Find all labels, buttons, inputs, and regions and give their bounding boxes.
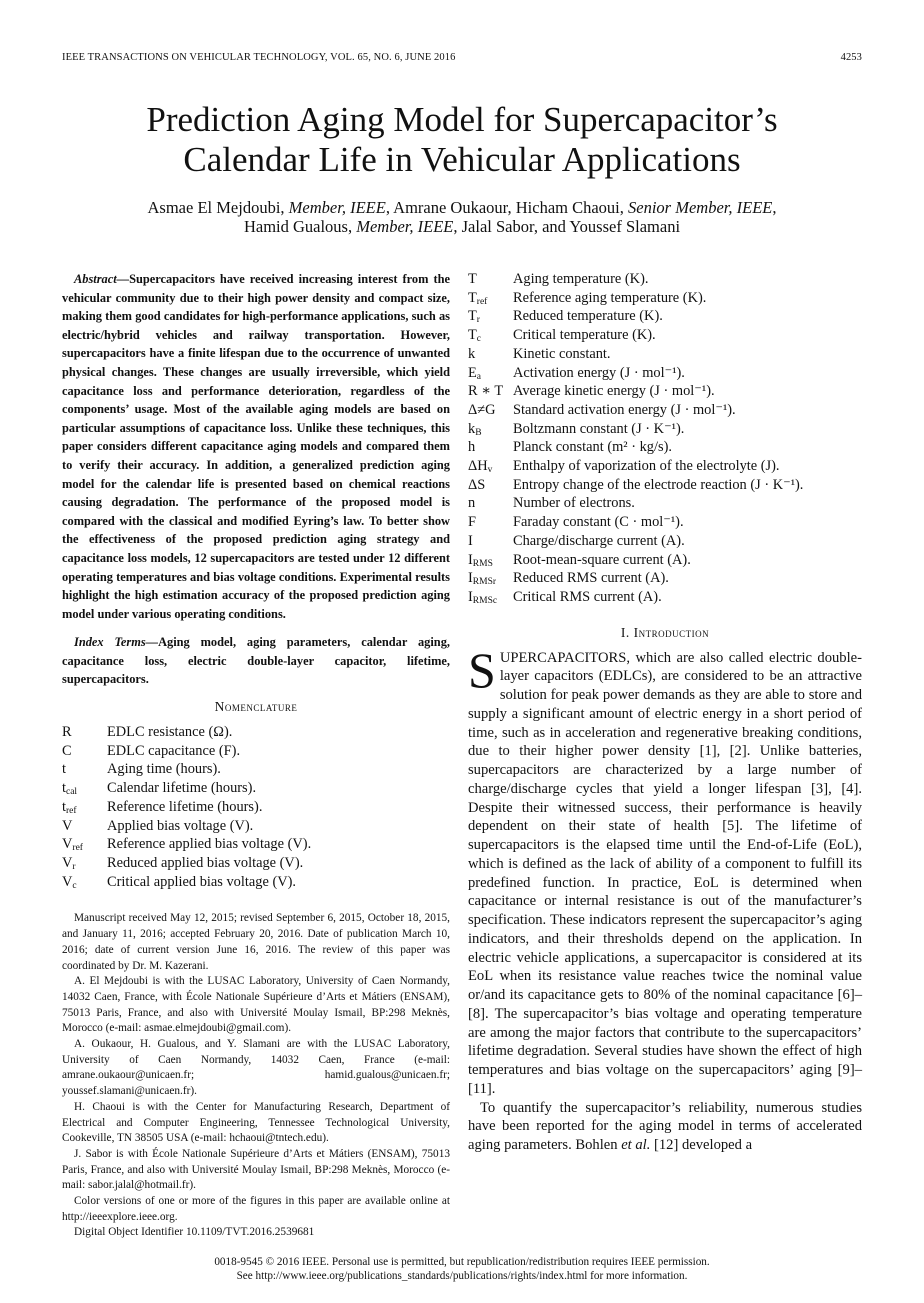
- footnote: Digital Object Identifier 10.1109/TVT.2016.2539681: [74, 1226, 315, 1239]
- author-role: Senior Member, IEEE: [628, 198, 773, 217]
- nomenclature-entry: [468, 345, 862, 364]
- symbol: [468, 289, 513, 308]
- symbol-subscript: RMSr: [472, 577, 497, 588]
- index-terms-text: Aging model, aging parameters, calendar aging, capacitance loss, electric double-layer capacitor, lifetime, supercapacitors.: [62, 635, 450, 687]
- symbol-definition: Root-mean-square current (A).: [513, 551, 691, 568]
- symbol: [468, 307, 513, 326]
- index-terms-label: Index Terms—: [74, 635, 159, 650]
- symbol-base: n: [468, 495, 476, 512]
- nomenclature-list: [62, 723, 450, 891]
- symbol-definition: Reference aging temperature (K).: [513, 289, 707, 306]
- symbol: [468, 401, 513, 420]
- nomenclature-entry: [468, 382, 862, 401]
- author-role: Member, IEEE: [288, 198, 386, 217]
- symbol: [62, 835, 107, 854]
- author-name: Hamid Gualous,: [243, 217, 357, 236]
- symbol-base: F: [468, 514, 477, 531]
- symbol-definition: Critical applied bias voltage (V).: [107, 873, 297, 890]
- nomenclature-entry: [468, 364, 862, 383]
- page-number: 4253: [840, 52, 862, 63]
- symbol-definition: Standard activation energy (J · mol⁻¹).: [513, 401, 736, 418]
- abstract-text: Supercapacitors have received increasing interest from the vehicular community due to their high power density and compact size, making them good candidates for high-performance applications, such as electric/hybrid vehicles and railway transportation. However, supercapacitors have a finite lifespan due to the occurrence of unwanted physical changes. These changes are usually irreversible, which yield capacitance loss and performance deterioration, regardless of the components’ usage. Most of the available aging models are based on particular assumptions of capacitance loss. Unlike these techniques, this paper considers different capacitance aging models and compared them to verify their accuracy. In addition, a generalized prediction aging model for the calendar life is presented based on chemical reactions causing degradation. The performance of the proposed model is compared with the classical and modified Eyring’s law. To better show the effectiveness of the proposed prediction aging strategy and capacitance loss models, 12 supercapacitors are tested under 12 different operating temperatures and bias voltage conditions. Experimental results highlight the high estimation accuracy of the proposed prediction aging model under various operating conditions.: [62, 272, 450, 621]
- symbol: [62, 779, 107, 798]
- symbol-definition: Aging temperature (K).: [513, 271, 649, 287]
- footnote: A. Oukaour, H. Gualous, and Y. Slamani are with the LUSAC Laboratory, University of Caen Normandy, 14032 Caen, France (e-mail: amrane.oukaour@unicaen.fr; hamid.gualous@unicaen.fr; youssef.slamani@unicaen.fr).: [62, 1038, 450, 1098]
- nomenclature-entry: [468, 307, 862, 326]
- symbol-subscript: B: [475, 427, 482, 438]
- symbol-base: I: [468, 551, 473, 568]
- nomenclature-entry: [468, 532, 862, 551]
- symbol-base: ΔS: [468, 476, 486, 493]
- footnote: Color versions of one or more of the figures in this paper are available online at http://ieeexplore.ieee.org.: [62, 1195, 450, 1223]
- footnotes: [62, 911, 450, 1241]
- footnote: A. El Mejdoubi is with the LUSAC Laboratory, University of Caen Normandy, 14032 Caen, France, with École Nationale Supérieure d’Arts et Mátiers (ENSAM), 75013 Paris, France, and also with Université Moulay Ismail, BP:298 Meknès, Morocco (e-mail: asmae.elmejdoubi@gmail.com).: [62, 975, 450, 1035]
- symbol-base: h: [468, 439, 476, 456]
- symbol-subscript: c: [72, 880, 77, 891]
- nomenclature-entry: [62, 760, 450, 779]
- symbol-definition: Enthalpy of vaporization of the electrolyte (J).: [513, 458, 780, 475]
- symbol-base: I: [468, 570, 473, 587]
- footnote: H. Chaoui is with the Center for Manufacturing Research, Department of Electrical and Computer Engineering, Tennessee Technological University, Cookeville, TN 38505 USA (e-mail: hchaoui@tntech.edu).: [62, 1100, 450, 1145]
- copyright-line: See http://www.ieee.org/publications_standards/publications/rights/index.html for more information.: [236, 1270, 688, 1283]
- symbol-definition: Reference applied bias voltage (V).: [107, 836, 312, 853]
- symbol-base: V: [62, 873, 73, 890]
- symbol-subscript: r: [476, 315, 480, 326]
- symbol-definition: Aging time (hours).: [107, 761, 221, 778]
- symbol: [468, 438, 513, 457]
- copyright-notice: [0, 1255, 924, 1303]
- lead-word: UPERCAPACITORS,: [499, 649, 630, 666]
- nomenclature-entry: [468, 476, 862, 495]
- nomenclature-entry: [468, 326, 862, 345]
- index-terms: [62, 633, 450, 689]
- symbol-definition: Boltzmann constant (J · K⁻¹).: [513, 420, 685, 437]
- nomenclature-entry: [62, 817, 450, 836]
- symbol: [468, 476, 513, 495]
- symbol-subscript: ref: [72, 843, 83, 854]
- symbol: [468, 364, 513, 383]
- symbol-definition: Reduced temperature (K).: [513, 308, 663, 325]
- symbol-definition: EDLC capacitance (F).: [107, 742, 241, 759]
- nomenclature-entry: [468, 420, 862, 439]
- symbol: [62, 817, 107, 836]
- title-line: Prediction Aging Model for Supercapacitor’s: [146, 100, 778, 139]
- paragraph-text: [12] developed a: [650, 1137, 753, 1154]
- paragraph-text: To quantify the supercapacitor’s reliability, numerous studies have been reported for the aging model in terms of accelerated aging parameters. Bohlen: [468, 1099, 862, 1154]
- section-heading-introduction: I. Introduction: [620, 624, 710, 640]
- nomenclature-entry: [468, 569, 862, 588]
- author-role: Member, IEEE: [356, 217, 454, 236]
- footnote: J. Sabor is with École Nationale Supérieure d’Arts et Mátiers (ENSAM), 75013 Paris, France, and also with Université Moulay Ismail, BP:298 Meknès, Morocco (e-mail: sabor.jalal@hotmail.fr).: [62, 1147, 450, 1192]
- symbol: [468, 326, 513, 345]
- symbol: [468, 457, 513, 476]
- symbol-definition: EDLC resistance (Ω).: [107, 724, 233, 741]
- symbol: [62, 798, 107, 817]
- symbol-base: k: [468, 345, 476, 362]
- nomenclature-entry: [468, 270, 862, 289]
- symbol-subscript: v: [487, 465, 493, 476]
- symbol-base: V: [62, 817, 73, 834]
- symbol-subscript: ref: [476, 296, 488, 307]
- symbol-definition: Entropy change of the electrode reaction (J · K⁻¹).: [513, 476, 804, 493]
- symbol-base: V: [62, 854, 73, 871]
- symbol-definition: Reduced RMS current (A).: [513, 570, 669, 587]
- paragraph-text: et al.: [621, 1137, 651, 1154]
- nomenclature-entry: [468, 551, 862, 570]
- symbol-base: Δ≠G: [468, 401, 496, 418]
- symbol-base: V: [62, 836, 73, 853]
- symbol-base: T: [468, 289, 477, 306]
- symbol: [62, 723, 107, 742]
- nomenclature-entry: [468, 438, 862, 457]
- symbol-definition: Average kinetic energy (J · mol⁻¹).: [513, 383, 715, 400]
- symbol-definition: Kinetic constant.: [513, 345, 611, 362]
- paragraph-text: which are also called electric double-layer capacitors (EDLCs), are considered to be an attractive solution for peak power demands as they are able to store and supply a significant amount of electric energy in a short period of time, such as in acceleration and regenerative breaking conditions, due to their higher power density [1], [2]. Unlike batteries, supercapacitors are characterized by a large number of charge/discharge cycles that yield a longer lifespan [3], [4]. Despite their witnessed success, their performance is heavily dependent on their state of health [5]. The lifetime of supercapacitors is the elapsed time until the End-of-Life (EoL), which is defined as the lack of ability of a component to fulfill its predefined function. In practice, EoL is determined when capacitance or internal resistance is out of the manufacturer’s specification. These indicators represent the supercapacitor’s aging indicators, and their thresholds depend on the application. In electric vehicle applications, a supercapacitor is considered at its EoL when its resistance value reaches twice the nominal value or/and its capacitance gets to 80% of the nominal capacitance [6]–[8]. The supercapacitor’s bias voltage and operating temperature are among the major factors that contribute to the supercapacitors’ lifetime degradation. Several studies have shown the effect of high temperatures and bias voltage on the supercapacitors’ aging [9]–[11].: [468, 649, 862, 1097]
- symbol-definition: Applied bias voltage (V).: [107, 817, 254, 834]
- symbol-base: I: [468, 588, 473, 605]
- symbol-base: T: [468, 327, 477, 344]
- symbol-definition: Planck constant (m² · kg/s).: [513, 439, 672, 456]
- symbol-base: t: [62, 780, 66, 797]
- symbol-definition: Reference lifetime (hours).: [107, 798, 263, 815]
- author-name: ,: [772, 198, 777, 217]
- symbol-subscript: c: [476, 334, 482, 345]
- nomenclature-entry: [468, 457, 862, 476]
- intro-paragraph: [468, 1099, 862, 1155]
- symbol: [468, 270, 513, 289]
- symbol-base: T: [468, 271, 477, 287]
- abstract-label: Abstract—: [74, 272, 130, 286]
- nomenclature-entry: [62, 854, 450, 873]
- symbol-subscript: a: [476, 371, 482, 382]
- symbol: [468, 569, 513, 588]
- symbol-base: k: [468, 420, 476, 437]
- symbol-base: R ∗ T: [468, 383, 504, 400]
- nomenclature-entry: [62, 798, 450, 817]
- symbol-base: I: [468, 532, 473, 549]
- symbol-definition: Faraday constant (C · mol⁻¹).: [513, 514, 684, 531]
- symbol-definition: Charge/discharge current (A).: [513, 532, 685, 549]
- symbol-definition: Calendar lifetime (hours).: [107, 780, 257, 797]
- copyright-line: 0018-9545 © 2016 IEEE. Personal use is permitted, but republication/redistribution requires IEEE permission.: [214, 1256, 710, 1269]
- symbol: [468, 588, 513, 607]
- symbol: [62, 760, 107, 779]
- author-name: , Jalal Sabor, and Youssef Slamani: [453, 217, 681, 236]
- symbol-definition: Critical RMS current (A).: [513, 588, 662, 605]
- right-column: [468, 270, 862, 1155]
- symbol-base: R: [62, 724, 72, 741]
- nomenclature-list-continued: [468, 270, 862, 607]
- symbol: [468, 345, 513, 364]
- symbol: [62, 742, 107, 761]
- symbol: [468, 382, 513, 401]
- symbol-base: ΔH: [468, 458, 488, 475]
- author-name: Asmae El Mejdoubi,: [147, 198, 289, 217]
- symbol-base: C: [62, 742, 72, 759]
- symbol: [468, 551, 513, 570]
- two-column-layout: [62, 270, 862, 1241]
- symbol-base: t: [62, 798, 66, 815]
- symbol-base: E: [468, 364, 477, 381]
- nomenclature-entry: [62, 779, 450, 798]
- left-column: [62, 270, 450, 1241]
- drop-cap: S: [468, 641, 496, 698]
- footnote: Manuscript received May 12, 2015; revised September 6, 2015, October 18, 2015, and January 11, 2016; accepted February 20, 2016. Date of publication March 10, 2016; date of current version June 16, 2016. The review of this paper was coordinated by Dr. M. Kazerani.: [62, 912, 450, 972]
- nomenclature-entry: [468, 494, 862, 513]
- symbol-definition: Reduced applied bias voltage (V).: [107, 854, 304, 871]
- nomenclature-entry: [62, 873, 450, 892]
- symbol-definition: Activation energy (J · mol⁻¹).: [513, 364, 685, 381]
- symbol-subscript: cal: [66, 787, 78, 798]
- symbol: [468, 494, 513, 513]
- nomenclature-entry: [468, 289, 862, 308]
- nomenclature-entry: [62, 723, 450, 742]
- nomenclature-entry: [468, 401, 862, 420]
- author-name: , Amrane Oukaour, Hicham Chaoui,: [385, 198, 629, 217]
- symbol: [468, 532, 513, 551]
- symbol: [468, 513, 513, 532]
- symbol-subscript: ref: [66, 805, 77, 816]
- nomenclature-heading: Nomenclature: [214, 699, 298, 715]
- symbol-definition: Critical temperature (K).: [513, 327, 656, 344]
- nomenclature-entry: [468, 513, 862, 532]
- title-line: Calendar Life in Vehicular Applications: [183, 140, 741, 179]
- intro-paragraph: [468, 641, 862, 1099]
- nomenclature-entry: [62, 835, 450, 854]
- symbol: [62, 854, 107, 873]
- symbol-definition: Number of electrons.: [513, 495, 635, 512]
- symbol-subscript: RMSc: [472, 595, 498, 606]
- nomenclature-entry: [468, 588, 862, 607]
- symbol-base: t: [62, 761, 66, 778]
- abstract: [62, 270, 450, 623]
- symbol: [62, 873, 107, 892]
- symbol-subscript: r: [72, 861, 76, 872]
- symbol: [468, 420, 513, 439]
- symbol-subscript: RMS: [472, 558, 493, 569]
- symbol-base: T: [468, 308, 477, 325]
- nomenclature-entry: [62, 742, 450, 761]
- running-header: IEEE TRANSACTIONS ON VEHICULAR TECHNOLOGY, VOL. 65, NO. 6, JUNE 2016: [62, 52, 456, 63]
